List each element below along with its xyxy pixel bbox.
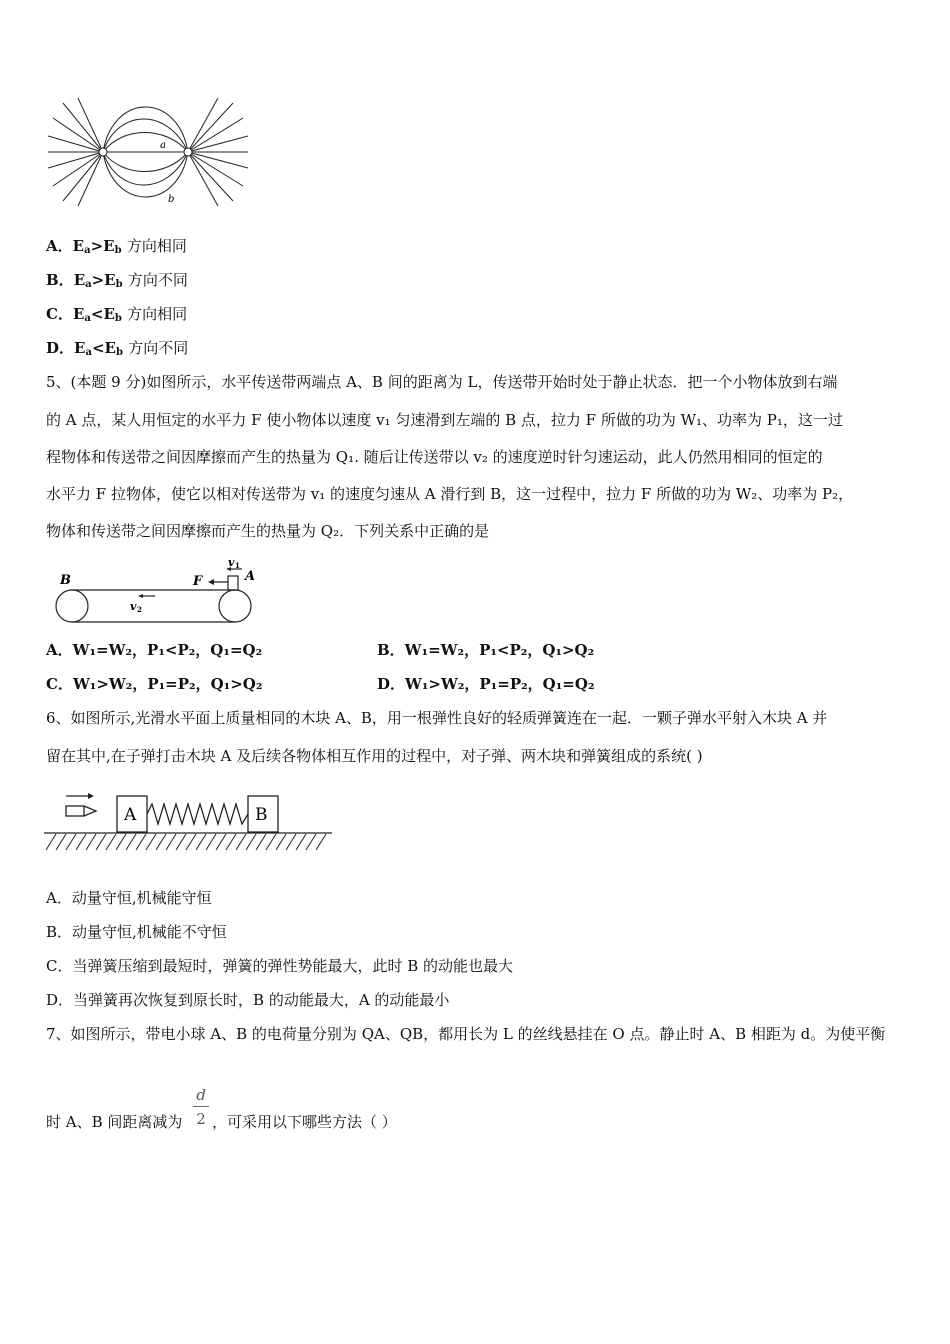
q5-line-2: 的 A 点，某人用恒定的水平力 F 使小物体以速度 v₁ 匀速滑到左端的 B 点，拉力 F 所做的功为 W₁、功率为 P₁，这一过 [46,411,843,429]
q4-option-d[interactable]: D．$E_a<E_b$ 方向不同 [46,339,189,358]
q7-fraction-bar [193,1106,209,1107]
conveyor-belt-figure [50,558,260,628]
point-b-label: b [168,194,175,205]
q5-option-a[interactable]: A．W₁=W₂，P₁<P₂，Q₁=Q₂ [46,641,263,659]
q4-option-a[interactable]: A．$E_a>E_b$ 方向相同 [46,237,187,256]
bullet-spring-figure [44,786,334,858]
point-a-label: a [160,140,166,151]
q7-fraction-numerator: d [196,1086,206,1104]
q6-option-a[interactable]: A．动量守恒,机械能守恒 [46,889,212,907]
q5-line-3: 程物体和传送带之间因摩擦而产生的热量为 Q₁. 随后让传送带以 v₂ 的速度逆时针匀速运动，此人仍然用相同的恒定的 [46,448,823,466]
q6-option-d[interactable]: D．当弹簧再次恢复到原长时，B 的动能最大，A 的动能最小 [46,991,450,1009]
fig6-label-a: A [124,805,137,825]
q5-line-1: 5、(本题 9 分)如图所示，水平传送带两端点 A、B 间的距离为 L，传送带开始时处于静止状态．把一个小物体放到右端 [46,373,838,391]
q5-line-4: 水平力 F 拉物体，使它以相对传送带为 v₁ 的速度匀速从 A 滑行到 B，这一过程中，拉力 F 所做的功为 W₂、功率为 P₂， [46,485,854,503]
q5-option-c[interactable]: C．W₁>W₂，P₁=P₂，Q₁>Q₂ [46,675,263,693]
fig5-label-v1-sub: 1 [235,561,240,570]
q7-line-1: 7、如图所示，带电小球 A、B 的电荷量分别为 QA、QB，都用长为 L 的丝线悬挂在 O 点。静止时 A、B 相距为 d。为使平衡 [46,1025,886,1043]
q4-option-b[interactable]: B．$E_a>E_b$ 方向不同 [46,271,188,290]
q4-option-c[interactable]: C．$E_a<E_b$ 方向相同 [46,305,188,324]
q5-option-b[interactable]: B．W₁=W₂，P₁<P₂，Q₁>Q₂ [377,641,595,659]
fig6-label-b: B [255,805,268,825]
q7-fraction-denominator: 2 [196,1110,206,1128]
q6-line-2: 留在其中,在子弹打击木块 A 及后续各物体相互作用的过程中，对子弹、两木块和弹簧组成的系统( ) [46,747,703,765]
q6-option-b[interactable]: B．动量守恒,机械能不守恒 [46,923,227,941]
q6-option-c[interactable]: C．当弹簧压缩到最短时，弹簧的弹性势能最大，此时 B 的动能也最大 [46,957,514,975]
field-lines-figure [48,98,253,208]
q7-line-2-post: ，可采用以下哪些方法（ ） [212,1113,397,1131]
fig5-label-v2-sub: 2 [137,605,142,614]
q5-line-5: 物体和传送带之间因摩擦而产生的热量为 Q₂．下列关系中正确的是 [46,522,490,540]
fig5-label-a: A [245,569,256,584]
q7-line-2-pre: 时 A、B 间距离减为 [46,1113,183,1131]
q6-line-1: 6、如图所示,光滑水平面上质量相同的木块 A、B，用一根弹性良好的轻质弹簧连在一起．一颗子弹水平射入木块 A 并 [46,709,828,727]
fig5-label-v2: v [130,600,137,613]
q5-option-d[interactable]: D．W₁>W₂，P₁=P₂，Q₁=Q₂ [377,675,595,693]
fig5-label-b: B [60,573,71,588]
fig5-label-f: F [193,574,203,589]
fig5-label-v1: v [228,558,235,569]
